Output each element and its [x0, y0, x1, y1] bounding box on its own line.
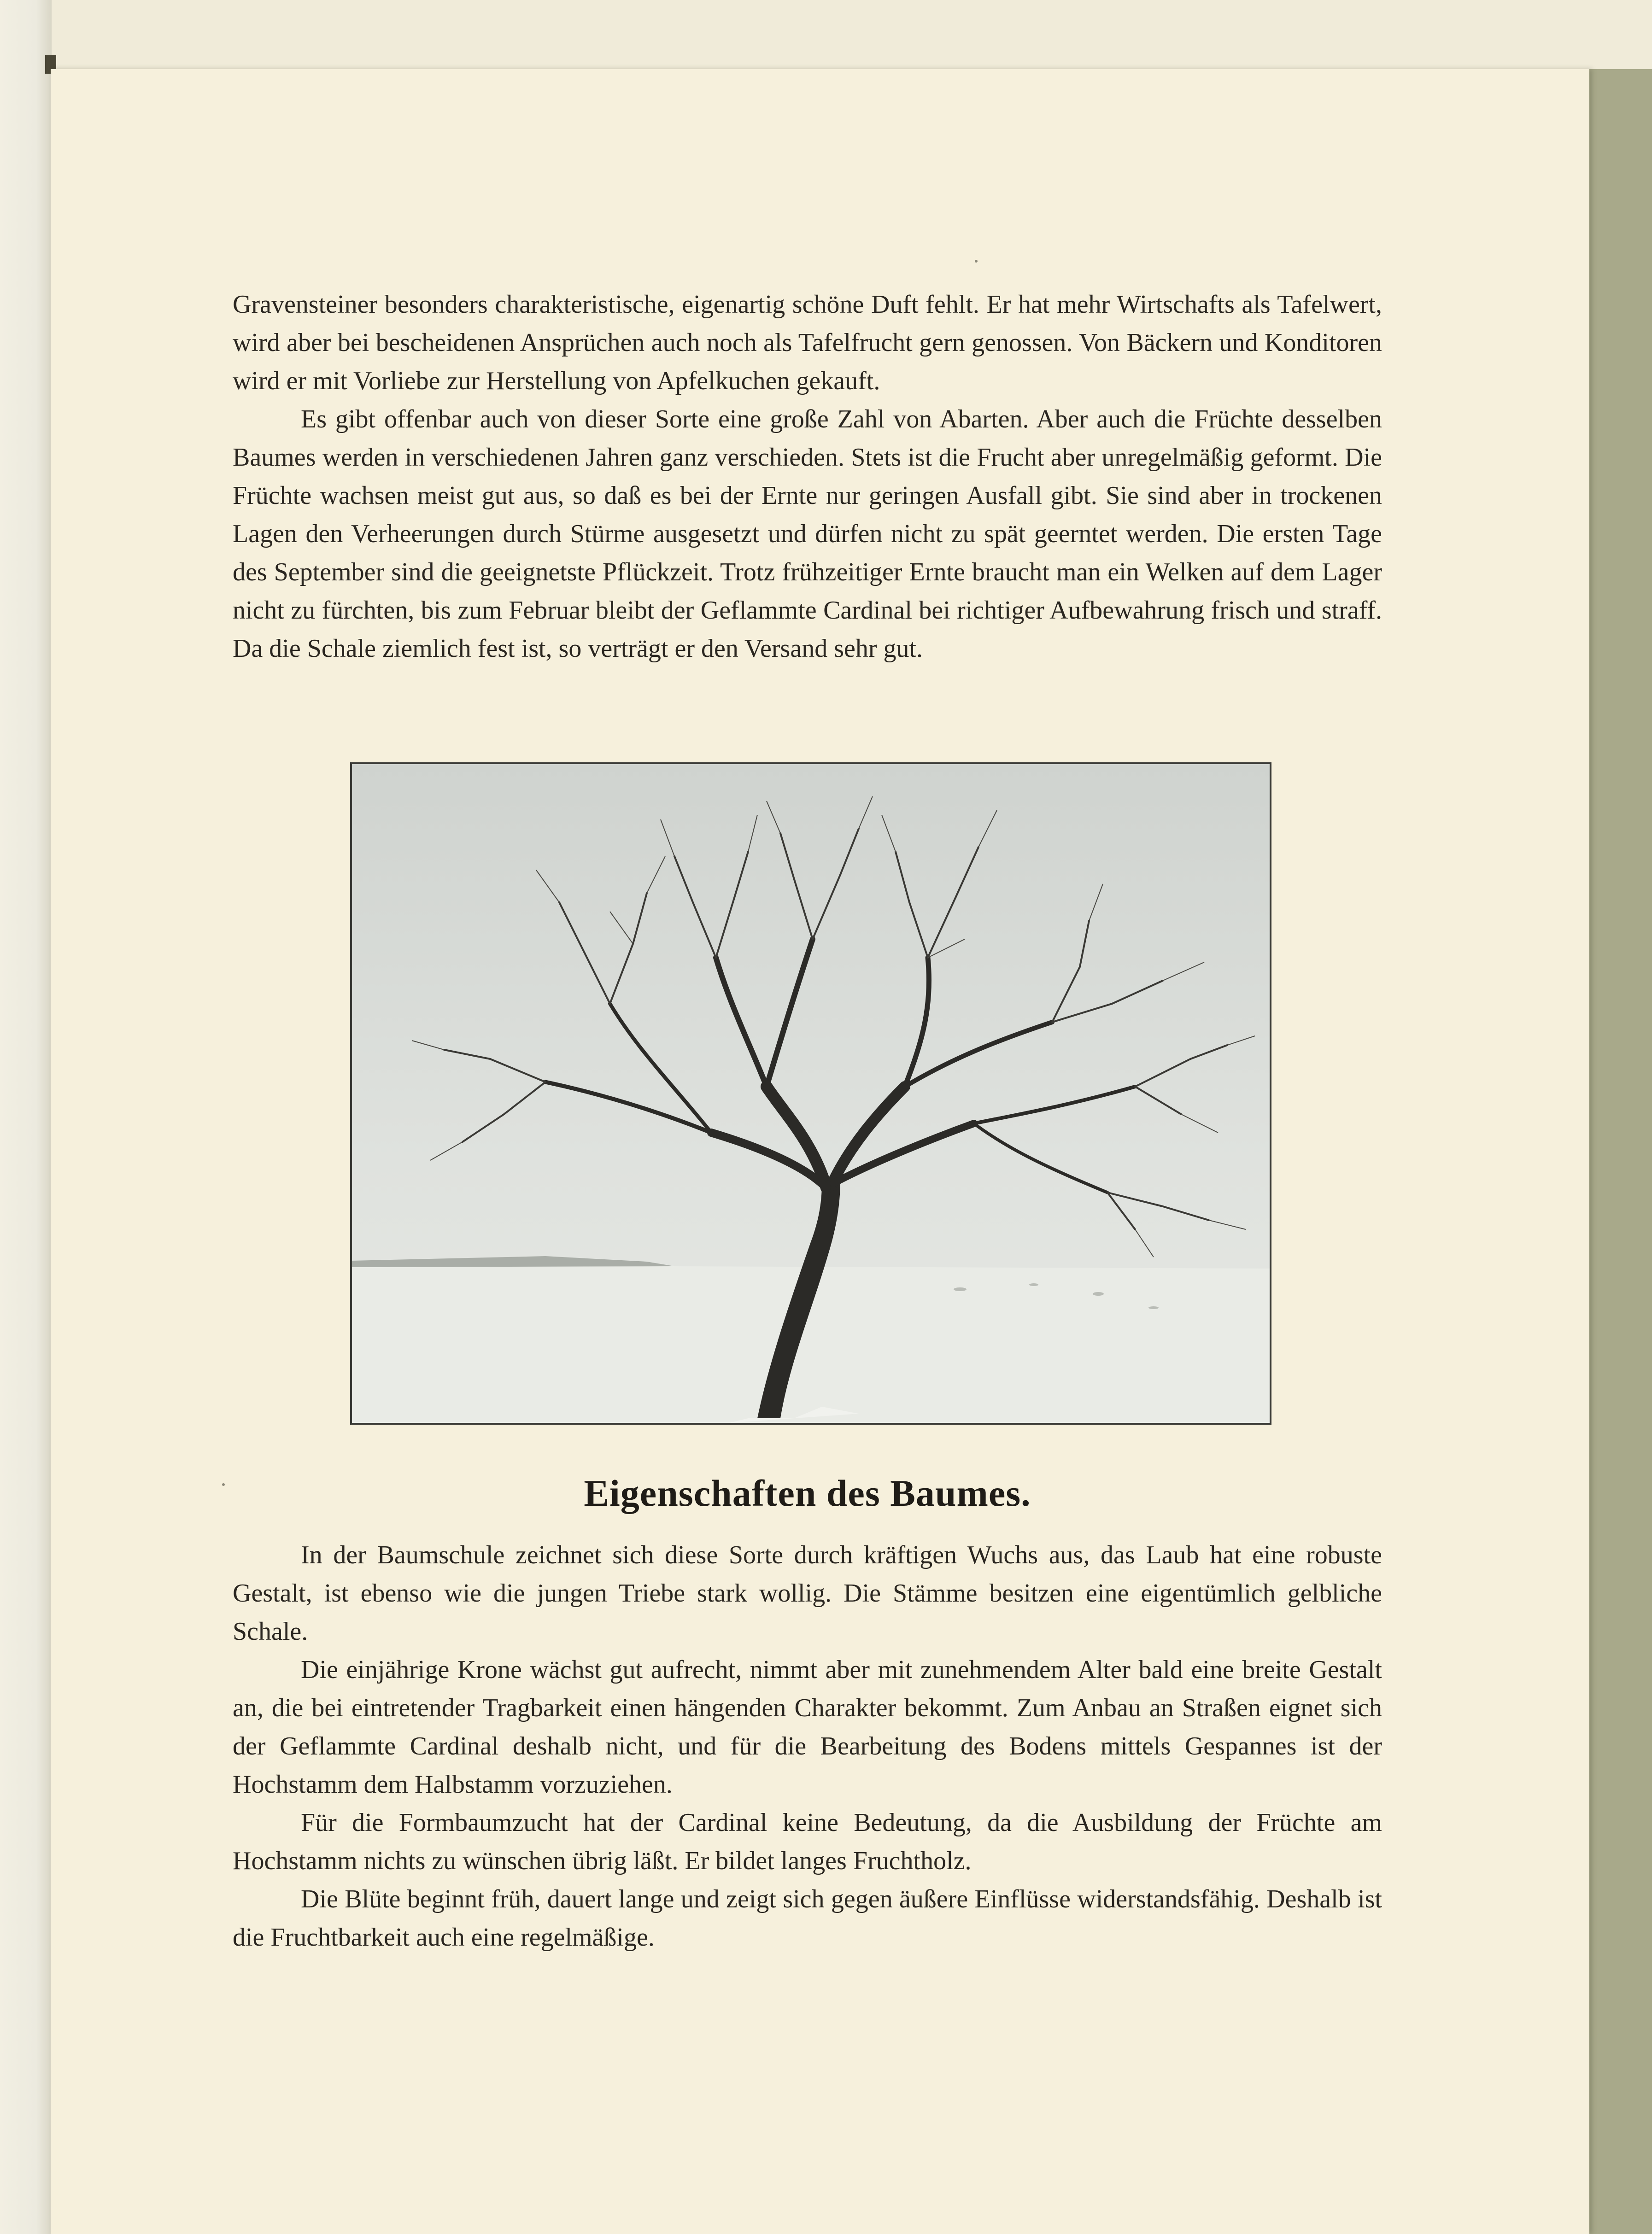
paper-speck	[975, 260, 978, 263]
section-heading: Eigenschaften des Baumes.	[584, 1472, 1031, 1514]
paragraph: Die einjährige Krone wächst gut aufrecht, nimmt aber mit zunehmendem Alter bald eine breite Gestalt an, die bei eintretender Tragbarkeit einen hängenden Charakter bekommt. Zum Anbau an Straßen eignet sich der Geflammte Cardinal deshalb nicht, und für die Bearbeitung des Bodens mittels Gespannes ist der Hochstamm dem Halbstamm vorzuziehen.	[233, 1655, 1382, 1799]
body-text-top	[233, 286, 1382, 668]
paragraph: Gravensteiner besonders charakteristische, eigenartig schöne Duft fehlt. Er hat mehr Wirtschafts als Tafelwert, wird aber bei bescheidenen Ansprüchen auch noch als Tafelfrucht gern genossen. Von Bäckern und Konditoren wird er mit Vorliebe zur Herstellung von Apfelkuchen gekauft.	[233, 290, 1382, 395]
paragraph: Es gibt offenbar auch von dieser Sorte eine große Zahl von Abarten. Aber auch die Früchte desselben Baumes werden in verschiedenen Jahren ganz verschieden. Stets ist die Frucht aber unregelmäßig geformt. Die Früchte wachsen meist gut aus, so daß es bei der Ernte nur geringen Ausfall gibt. Sie sind aber in trockenen Lagen den Verheerungen durch Stürme ausgesetzt und dürfen nicht zu spät geerntet werden. Die ersten Tage des September sind die geeignetste Pflückzeit. Trotz frühzeitiger Ernte braucht man ein Welken auf dem Lager nicht zu fürchten, bis zum Februar bleibt der Geflammte Cardinal bei richtiger Aufbewahrung frisch und straff. Da die Schale ziemlich fest ist, so verträgt er den Versand sehr gut.	[233, 405, 1382, 663]
body-text-bottom	[233, 1536, 1382, 1957]
paper-speck	[222, 1483, 225, 1486]
bare-tree-photo-icon	[350, 762, 1271, 1425]
spine-edge	[0, 0, 52, 2234]
paragraph: Für die Formbaumzucht hat der Cardinal keine Bedeutung, da die Ausbildung der Früchte am Hochstamm nichts zu wünschen übrig läßt. Er bildet langes Fruchtholz.	[233, 1808, 1382, 1875]
paragraph: Die Blüte beginnt früh, dauert lange und zeigt sich gegen äußere Einflüsse widerstandsfähig. Deshalb ist die Fruchtbarkeit auch eine regelmäßige.	[233, 1885, 1382, 1952]
paragraph: In der Baumschule zeichnet sich diese Sorte durch kräftigen Wuchs aus, das Laub hat eine robuste Gestalt, ist ebenso wie die jungen Triebe stark wollig. Die Stämme besitzen eine eigentümlich gelbliche Schale.	[233, 1541, 1382, 1646]
tree-photograph	[352, 764, 1270, 1423]
